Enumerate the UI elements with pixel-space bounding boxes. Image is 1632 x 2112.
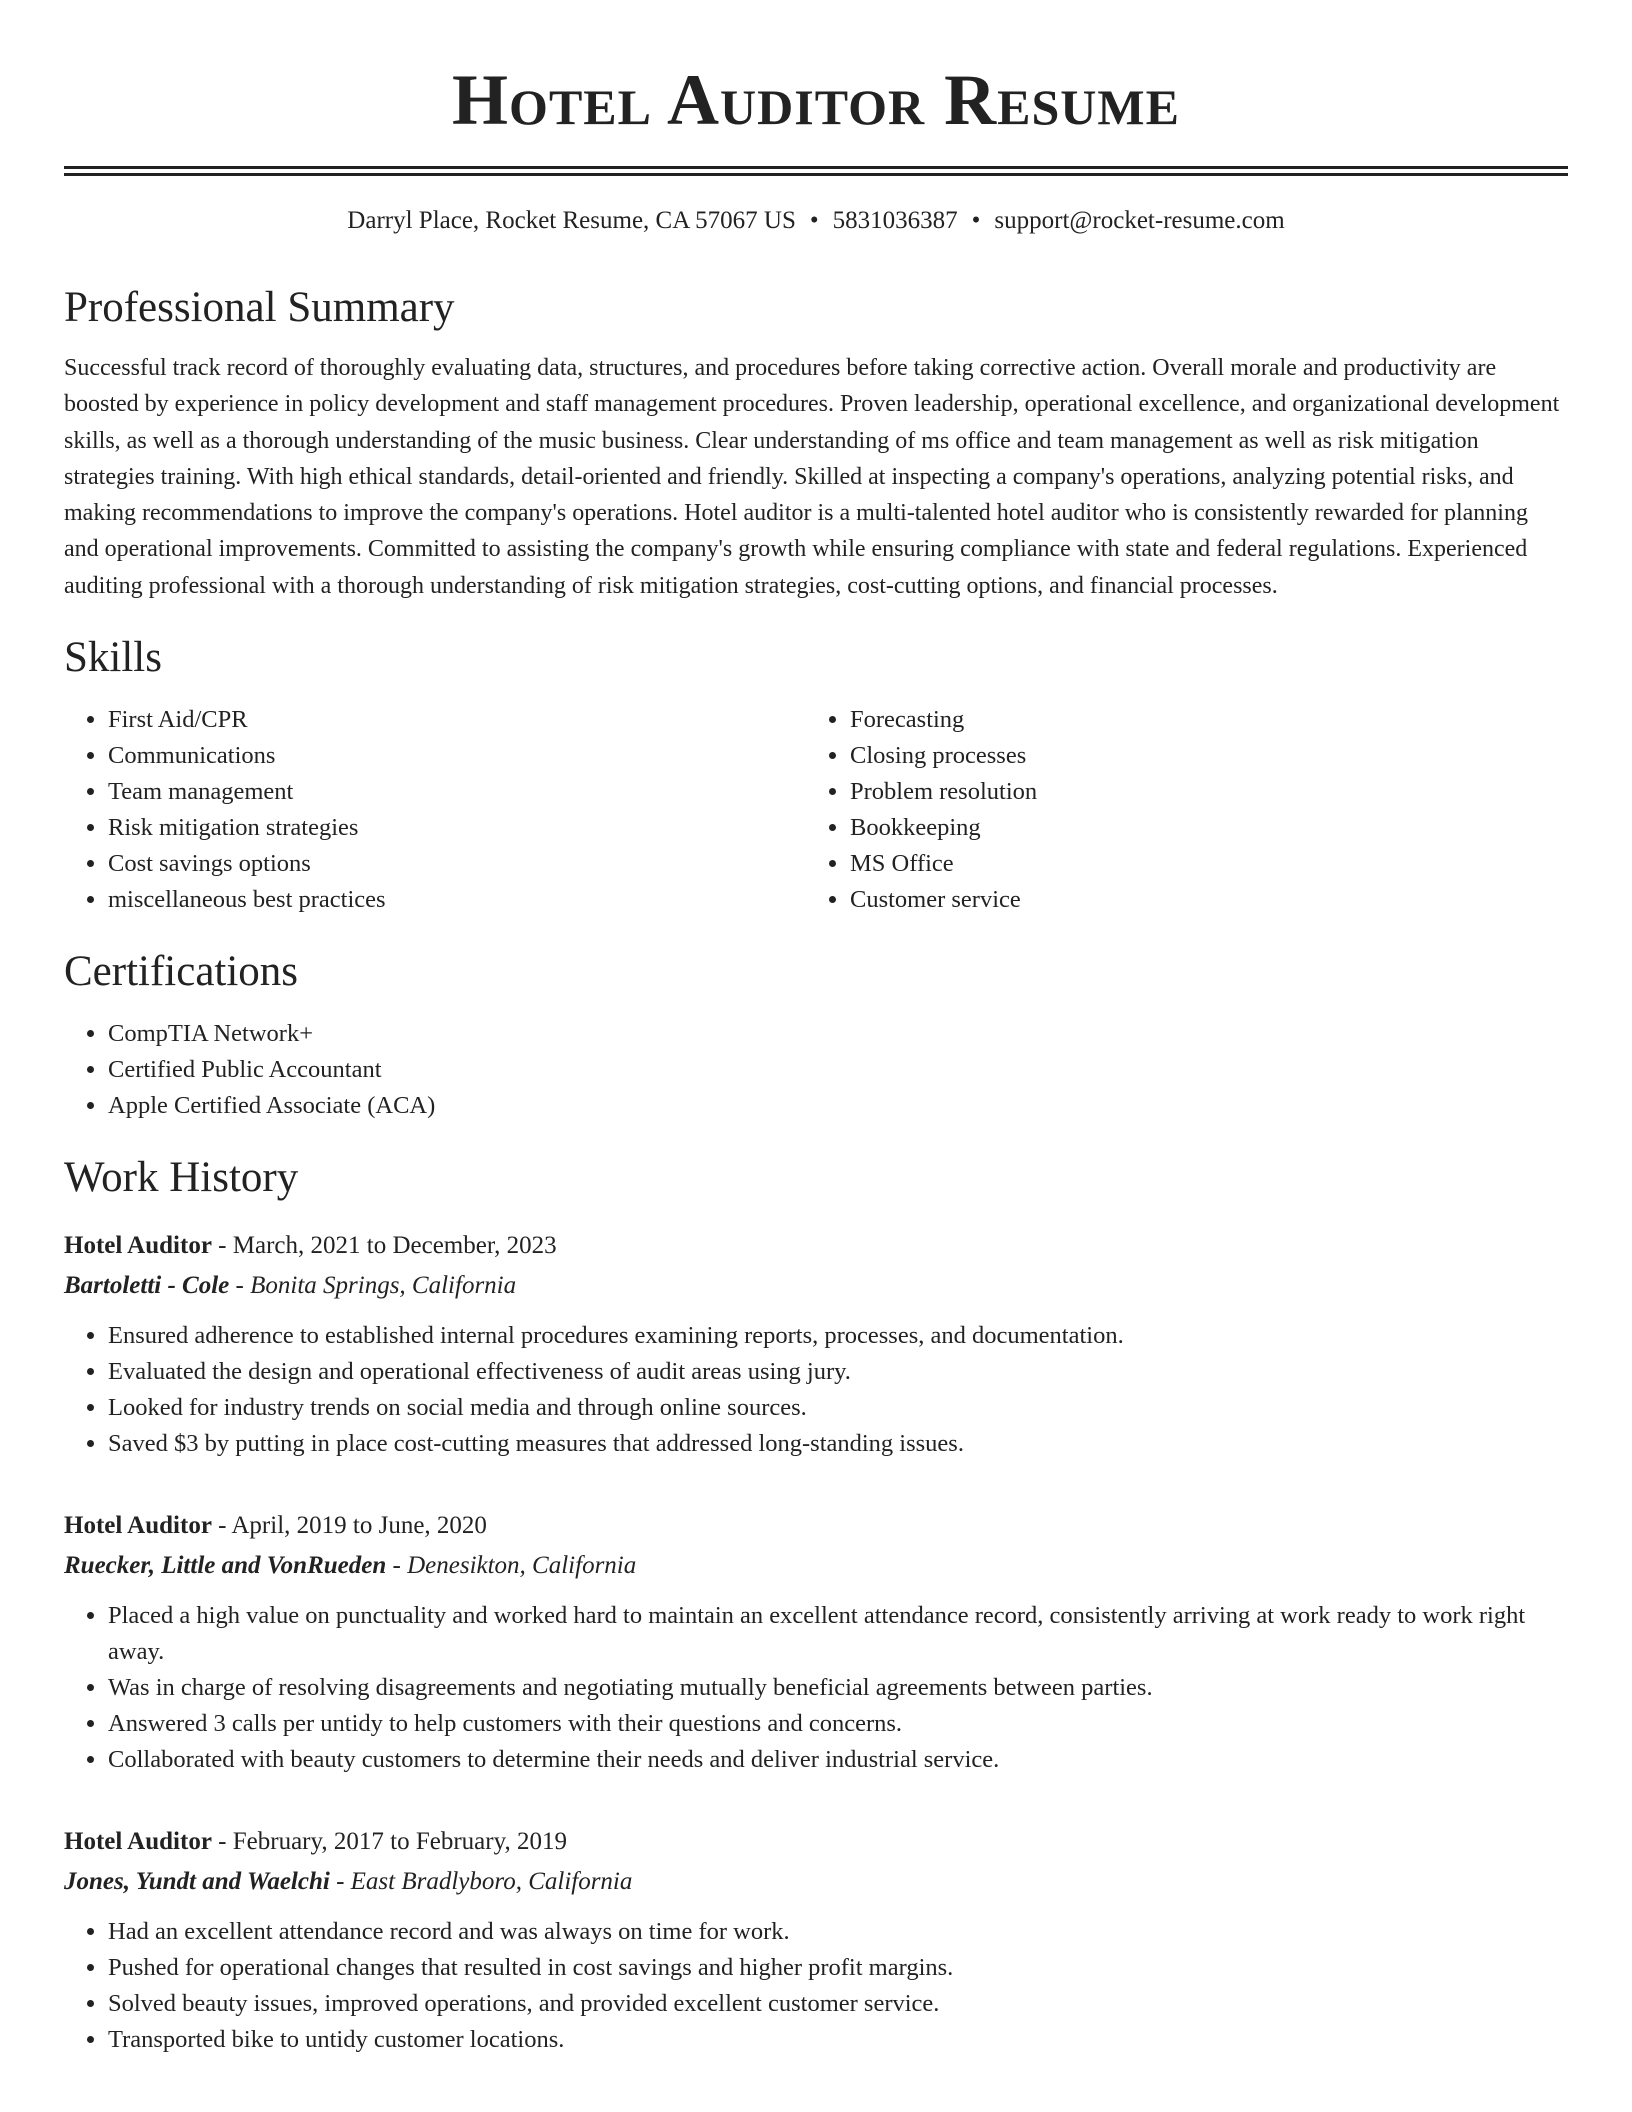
skill-item: • Problem resolution [850,774,1548,810]
job-company: Jones, Yundt and Waelchi [64,1868,330,1896]
job-entry [64,1822,1568,2058]
job-bullet: • Saved $3 by putting in place cost-cutting measures that addressed long-standing issues. [108,1426,1568,1462]
work-history-heading: Work History [64,1154,299,1202]
job-title-line: Hotel Auditor - April, 2019 to June, 2020 [64,1512,487,1540]
title-divider [64,166,1568,176]
skills-heading: Skills [64,634,162,682]
job-title-line: Hotel Auditor - March, 2021 to December, 2023 [64,1232,557,1260]
job-title: Hotel Auditor [64,1512,212,1540]
certification-item: • Certified Public Accountant [108,1052,1568,1088]
job-company: Ruecker, Little and VonRueden [64,1552,387,1580]
job-bullet: • Collaborated with beauty customers to determine their needs and deliver industrial service. [108,1742,1568,1778]
job-company-line: Ruecker, Little and VonRueden - Denesikton, California [64,1552,637,1580]
skill-item: • Team management [108,774,806,810]
job-location: East Bradlyboro, California [350,1868,633,1896]
contact-address: Darryl Place, Rocket Resume, CA 57067 US [347,207,796,234]
skills-columns [64,702,1568,918]
skill-item: • Communications [108,738,806,774]
job-bullet: • Ensured adherence to established internal procedures examining reports, processes, and documentation. [108,1318,1568,1354]
job-bullet: • Pushed for operational changes that resulted in cost savings and higher profit margins. [108,1950,1568,1986]
job-bullets [64,1598,1568,1778]
job-company-line: Jones, Yundt and Waelchi - East Bradlyboro, California [64,1868,633,1896]
skill-item: • First Aid/CPR [108,702,806,738]
contact-email: support@rocket-resume.com [994,207,1285,234]
job-location: Denesikton, California [407,1552,637,1580]
skill-item: • miscellaneous best practices [108,882,806,918]
certification-item: • CompTIA Network+ [108,1016,1568,1052]
job-entry [64,1226,1568,1462]
contact-separator: • [971,207,981,234]
job-bullets [64,1318,1568,1462]
skill-item: • Cost savings options [108,846,806,882]
skill-item: • Bookkeeping [850,810,1548,846]
contact-phone: 5831036387 [832,207,958,234]
contact-separator: • [809,207,819,234]
job-bullet: • Transported bike to untidy customer locations. [108,2022,1568,2058]
contact-line [64,204,1568,238]
job-bullet: • Looked for industry trends on social media and through online sources. [108,1390,1568,1426]
job-title-line: Hotel Auditor - February, 2017 to February, 2019 [64,1828,567,1856]
skill-item: • Forecasting [850,702,1548,738]
job-bullet: • Placed a high value on punctuality and worked hard to maintain an excellent attendance record, consistently arriving at work ready to work right away. [108,1598,1568,1670]
job-bullet: • Had an excellent attendance record and was always on time for work. [108,1914,1568,1950]
skill-item: • Customer service [850,882,1548,918]
skill-item: • MS Office [850,846,1548,882]
summary-heading: Professional Summary [64,284,455,331]
skills-list-left [64,702,806,918]
job-company-line: Bartoletti - Cole - Bonita Springs, California [64,1272,517,1300]
job-bullet: • Answered 3 calls per untidy to help customers with their questions and concerns. [108,1706,1568,1742]
skills-list-right [806,702,1548,918]
job-dates: March, 2021 to December, 2023 [232,1232,557,1260]
certifications-heading: Certifications [64,948,299,996]
certification-item: • Apple Certified Associate (ACA) [108,1088,1568,1124]
job-bullet: • Was in charge of resolving disagreements and negotiating mutually beneficial agreements between parties. [108,1670,1568,1706]
skill-item: • Risk mitigation strategies [108,810,806,846]
job-bullet: • Solved beauty issues, improved operations, and provided excellent customer service. [108,1986,1568,2022]
resume-title: Hotel Auditor Resume [452,60,1180,140]
job-bullets [64,1914,1568,2058]
summary-text: Successful track record of thoroughly evaluating data, structures, and procedures before taking corrective action. Overall morale and productivity are boosted by experience in policy development and staff management procedures. Proven leadership, operational excellence, and organizational development skills, as well as a thorough understanding of the music business. Clear understanding of ms office and team management as well as risk mitigation strategies training. With high ethical standards, detail-oriented and friendly. Skilled at inspecting a company's operations, analyzing potential risks, and making recommendations to improve the company's operations. Hotel auditor is a multi-talented hotel auditor who is consistently rewarded for planning and operational improvements. Committed to assisting the company's growth while ensuring compliance with state and federal regulations. Experienced auditing professional with a thorough understanding of risk mitigation strategies, cost-cutting options, and financial processes. [64,355,1560,599]
job-entry [64,1506,1568,1778]
job-dates: April, 2019 to June, 2020 [231,1512,487,1540]
job-title: Hotel Auditor [64,1828,212,1856]
job-dates: February, 2017 to February, 2019 [232,1828,567,1856]
job-title: Hotel Auditor [64,1232,212,1260]
skill-item: • Closing processes [850,738,1548,774]
job-bullet: • Evaluated the design and operational effectiveness of audit areas using jury. [108,1354,1568,1390]
job-company: Bartoletti - Cole [64,1272,230,1300]
certifications-list [64,1016,1568,1124]
job-location: Bonita Springs, California [250,1272,517,1300]
